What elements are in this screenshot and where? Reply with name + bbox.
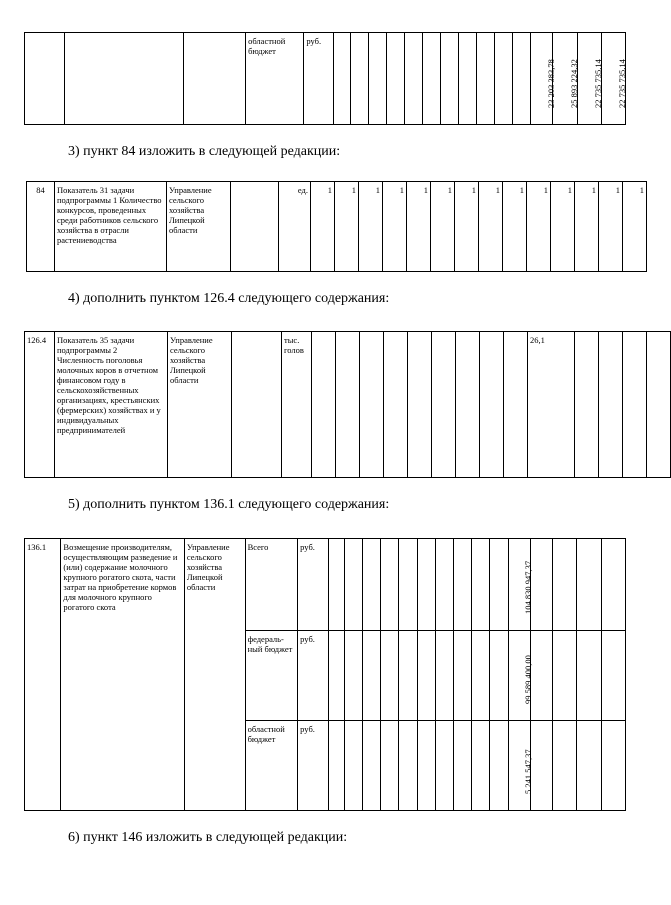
value-text: 23 203 383,78 <box>545 59 556 108</box>
budget-cell: федераль-ный бюджет <box>245 631 298 721</box>
unit-cell: тыс. голов <box>282 332 312 478</box>
value-cell: 1 <box>551 182 575 272</box>
value-cell <box>531 33 556 125</box>
value-cell: 1 <box>575 182 599 272</box>
table-fragment-top <box>24 32 626 125</box>
heading-item-5: 5) дополнить пунктом 136.1 следующего содержания: <box>68 497 390 512</box>
value-cell <box>508 539 534 631</box>
organization: Управление сельского хозяйства Липецкой области <box>168 332 232 478</box>
heading-item-6: 6) пункт 146 изложить в следующей редакции: <box>68 830 348 845</box>
budget-cell: областной бюджет <box>245 721 298 811</box>
table-row-126-4 <box>24 331 671 478</box>
value-cell: 1 <box>623 182 647 272</box>
cell-empty <box>25 33 65 125</box>
value-text: 99 589 400,00 <box>523 655 534 704</box>
cell-empty <box>183 33 245 125</box>
indicator-name: Возмещение производителям, осуществляющим разведение и (или) содержание молочного крупного рогатого скота, части затрат на приобретение кормов для молочного крупного рогатого скота <box>61 539 184 811</box>
value-cell <box>508 631 534 721</box>
organization: Управление сельского хозяйства Липецкой области <box>167 182 231 272</box>
value-cell: 1 <box>407 182 431 272</box>
value-cell: 1 <box>503 182 527 272</box>
value-text: 25 893 224,32 <box>569 59 579 108</box>
unit-cell: руб. <box>304 33 334 125</box>
unit-cell: руб. <box>298 631 328 721</box>
cell-empty <box>65 33 184 125</box>
unit-cell: руб. <box>298 721 328 811</box>
value-cell: 1 <box>359 182 383 272</box>
value-text: 22 735 735,14 <box>617 59 628 108</box>
value-text: 5 241 547,37 <box>523 749 534 794</box>
heading-item-3: 3) пункт 84 изложить в следующей редакции: <box>68 144 341 159</box>
row-number: 84 <box>27 182 55 272</box>
indicator-name: Показатель 35 задачи подпрограммы 2 Численность поголовья молочных коров в отчетном финансовом году в сельскохозяйственных организациях, крестьянских (фермерских) хозяйствах и у индивидуальных предпринимателей <box>55 332 168 478</box>
value-cell: 1 <box>431 182 455 272</box>
value-cell: 1 <box>311 182 335 272</box>
value-cell: 1 <box>479 182 503 272</box>
table-row-84 <box>26 181 647 272</box>
value-cell: 1 <box>599 182 623 272</box>
budget-cell: Всего <box>245 539 298 631</box>
indicator-name: Показатель 31 задачи подпрограммы 1 Количество конкурсов, проведенных среди работников сельского хозяйства в отрасли растениеводства <box>55 182 167 272</box>
value-text: 104 830 947,37 <box>523 560 534 614</box>
value-cell <box>577 33 604 125</box>
value-cell: 1 <box>335 182 359 272</box>
value-cell: 26,1 <box>528 332 575 478</box>
value-cell: 1 <box>455 182 479 272</box>
value-cell: 1 <box>383 182 407 272</box>
value-cell: 1 <box>527 182 551 272</box>
value-cell <box>508 721 534 811</box>
row-number: 136.1 <box>25 539 61 811</box>
heading-item-4: 4) дополнить пунктом 126.4 следующего содержания: <box>68 291 390 306</box>
table-row-136-1 <box>24 538 626 811</box>
value-cell <box>601 33 628 125</box>
value-text: 22 735 735,14 <box>593 59 604 108</box>
value-cell <box>553 33 577 125</box>
organization: Управление сельского хозяйства Липецкой области <box>184 539 245 811</box>
unit-cell: ед. <box>279 182 311 272</box>
row-number: 126.4 <box>25 332 55 478</box>
unit-cell: руб. <box>298 539 328 631</box>
budget-cell: областной бюджет <box>246 33 304 125</box>
